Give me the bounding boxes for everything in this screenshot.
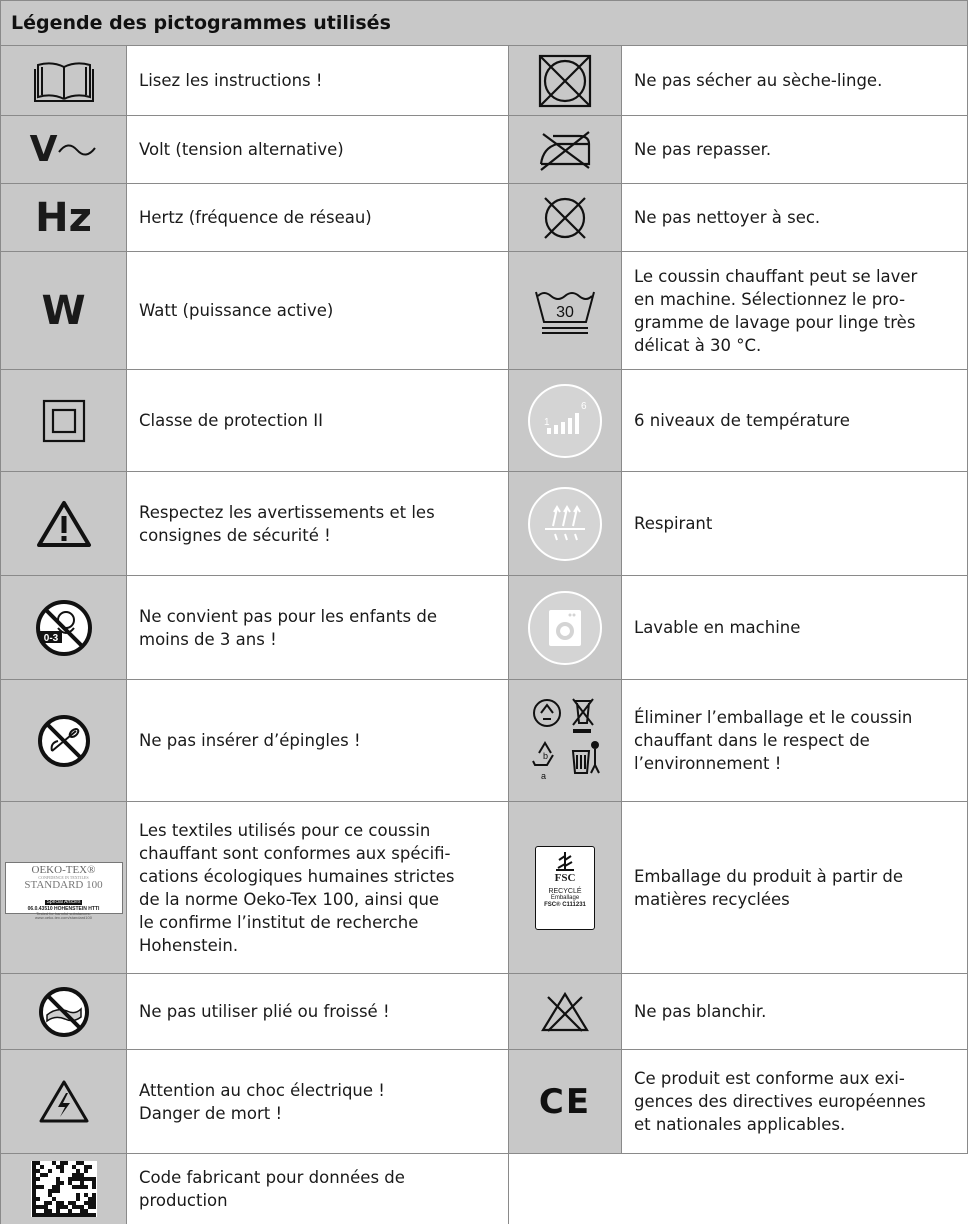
no-ironing-icon [509, 116, 622, 184]
ce-glyph: CE [538, 1081, 592, 1122]
legend-text: Respirant [622, 472, 968, 576]
no-folded-use-icon [0, 974, 127, 1050]
fsc-line-3: Emballage [550, 895, 580, 902]
level-max-glyph: 6 [581, 400, 587, 412]
legend-text: Lavable en machine [622, 576, 968, 680]
legend-text: Ce produit est conforme aux exi- gences des directives européennes et nationales applicables. [622, 1050, 968, 1154]
legend-text: Code fabricant pour données de production [127, 1154, 509, 1224]
fsc-recycled-label-icon [509, 802, 622, 974]
no-dry-clean-icon [509, 184, 622, 252]
legend-text: Volt (tension alternative) [127, 116, 509, 184]
recycle-code-glyph-2: a [541, 770, 547, 781]
fsc-line-2: RECYCLÉ [548, 887, 582, 895]
temperature-levels-icon [509, 370, 622, 472]
legend-text: Le coussin chauffant peut se laver en machine. Sélectionnez le pro- gramme de lavage pour linge très délicat à 30 °C. [622, 252, 968, 370]
empty-cell [509, 1154, 968, 1224]
age-glyph: 0-3 [43, 632, 58, 644]
fsc-badge [535, 846, 595, 930]
no-children-under-3-icon [0, 576, 127, 680]
oeko-line-5: 06.0.43510 HOHENSTEIN HTTI [27, 905, 100, 912]
no-tumble-dry-icon [509, 46, 622, 116]
legend-text: Lisez les instructions ! [127, 46, 509, 116]
protection-class-ii-icon [0, 370, 127, 472]
ce-mark-icon [509, 1050, 622, 1154]
legend-text: Les textiles utilisés pour ce coussin chauffant sont conformes aux spécifi- cations écologiques humaines strictes de la norme Oeko-Tex 100, ainsi que le confirme l’institut de recherche Hohenstein. [127, 802, 509, 974]
legend-text: Ne convient pas pour les enfants de moins de 3 ans ! [127, 576, 509, 680]
volt-glyph: V [29, 129, 58, 170]
book-icon [0, 46, 127, 116]
legend-text: Ne pas blanchir. [622, 974, 968, 1050]
wash-temp-glyph: 30 [556, 303, 574, 321]
legend-text: Classe de protection II [127, 370, 509, 472]
recycle-code-glyph: b [543, 750, 549, 761]
machine-washable-icon [509, 576, 622, 680]
no-pins-icon [0, 680, 127, 802]
legend-text: Emballage du produit à partir de matières recyclées [622, 802, 968, 974]
oeko-tex-badge [5, 862, 123, 920]
legend-text: Ne pas nettoyer à sec. [622, 184, 968, 252]
legend-text: Éliminer l’emballage et le coussin chauffant dans le respect de l’environnement ! [622, 680, 968, 802]
legend-text: Watt (puissance active) [127, 252, 509, 370]
oeko-line-6: Tested for harmful substances. [36, 910, 91, 916]
hertz-icon [0, 184, 127, 252]
oeko-line-7: www.oeko-tex.com/standard100 [35, 914, 92, 920]
legend-text: Ne pas repasser. [622, 116, 968, 184]
level-min-glyph: 1 [544, 416, 550, 428]
wash-30-icon [509, 252, 622, 370]
oeko-tex-label-icon [0, 802, 127, 974]
legend-title: Légende des pictogrammes utilisés [0, 0, 968, 46]
recycling-symbols-icon [509, 680, 622, 802]
legend-text: Ne pas utiliser plié ou froissé ! [127, 974, 509, 1050]
datamatrix-code-icon [0, 1154, 127, 1224]
hertz-glyph: Hz [35, 194, 92, 241]
legend-text: Ne pas sécher au sèche-linge. [622, 46, 968, 116]
legend-text: Attention au choc électrique ! Danger de mort ! [127, 1050, 509, 1154]
oeko-line-1: OEKO-TEX® [31, 863, 96, 876]
fsc-line-1: FSC [554, 871, 576, 884]
legend-text: Respectez les avertissements et les consignes de sécurité ! [127, 472, 509, 576]
legend-text: Hertz (fréquence de réseau) [127, 184, 509, 252]
watt-icon [0, 252, 127, 370]
electric-shock-icon [0, 1050, 127, 1154]
breathable-icon [509, 472, 622, 576]
fsc-line-4: FSC® C111231 [544, 901, 586, 908]
watt-glyph: W [41, 287, 86, 334]
oeko-line-3: STANDARD 100 [24, 878, 103, 891]
volt-ac-icon [0, 116, 127, 184]
no-bleach-icon [509, 974, 622, 1050]
legend-text: 6 niveaux de température [622, 370, 968, 472]
oeko-line-4: Special Articles [46, 898, 81, 905]
oeko-line-2: CONFIDENCE IN TEXTILES [38, 874, 89, 880]
legend-text: Ne pas insérer d’épingles ! [127, 680, 509, 802]
warning-triangle-icon [0, 472, 127, 576]
